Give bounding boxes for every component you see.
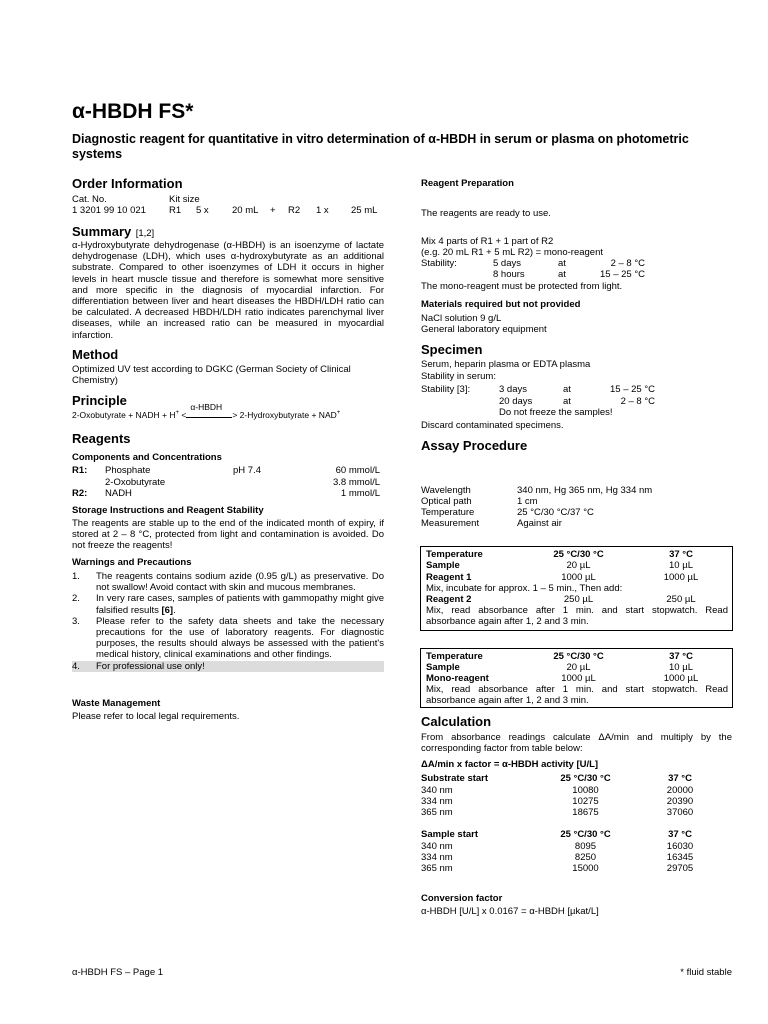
summary-heading-wrap	[72, 223, 154, 241]
warning-end: .	[173, 604, 176, 616]
materials-item: General laboratory equipment	[421, 324, 547, 335]
principle-heading: Principle	[72, 393, 127, 408]
sub-row-label: 365 nm	[421, 807, 453, 818]
t2-header-c2: 37 °C	[669, 651, 693, 662]
spec-temp: 15 – 25 °C	[610, 384, 655, 395]
summary-ref: [1,2]	[135, 228, 155, 239]
materials-item: NaCl solution 9 g/L	[421, 313, 502, 324]
sub-row-c2: 20000	[666, 785, 694, 796]
prep-protect: The mono-reagent must be protected from light.	[421, 281, 623, 292]
spec-duration: 3 days	[499, 384, 527, 395]
param-value: 25 °C/30 °C/37 °C	[517, 507, 594, 518]
principle-left-sup: +	[175, 410, 179, 417]
specimen-discard: Discard contaminated specimens.	[421, 420, 564, 431]
sub-row-label: 340 nm	[421, 785, 453, 796]
storage-heading: Storage Instructions and Reagent Stability	[72, 505, 264, 516]
sub-row-c2: 37060	[666, 807, 694, 818]
principle-right-sup: +	[336, 410, 341, 417]
reagent-name: Phosphate	[105, 465, 151, 476]
warning-text: In very rare cases, samples of patients with gammopathy might give falsified results	[96, 593, 384, 616]
warning-text: Please refer to the safety data sheets and take the necessary precautions for the use of laboratory reagents. For diagnostic purposes, the results should always be assessed with the patient's medical history, clinical examinations and other findings.	[96, 615, 384, 661]
arrow-label: α-HBDH	[190, 402, 223, 412]
samp-header-label: Sample start	[421, 829, 479, 840]
warnings-list	[72, 571, 384, 672]
warnings-heading: Warnings and Precautions	[72, 557, 192, 568]
t1-sample-c2: 10 µL	[669, 560, 693, 571]
stab-duration: 5 days	[493, 258, 521, 269]
reagents-heading: Reagents	[72, 431, 131, 446]
waste-text: Please refer to local legal requirements.	[72, 711, 240, 722]
warning-text: For professional use only!	[96, 660, 205, 672]
t2-mono-label: Mono-reagent	[426, 673, 489, 684]
method-heading: Method	[72, 347, 119, 362]
param-key: Wavelength	[421, 485, 471, 496]
document-subtitle: Diagnostic reagent for quantitative in vitro determination of α-HBDH in serum or plasma on photometric systems	[72, 132, 689, 161]
warning-item	[72, 616, 384, 661]
samp-row-c1: 15000	[572, 863, 599, 874]
materials-heading: Materials required but not provided	[421, 299, 581, 310]
prep-mix1: Mix 4 parts of R1 + 1 part of R2	[421, 236, 554, 247]
warning-number: 3.	[72, 615, 80, 627]
conv-text: α-HBDH [U/L] x 0.0167 = α-HBDH [µkat/L]	[421, 906, 599, 917]
specimen-heading: Specimen	[421, 342, 483, 357]
calc-heading: Calculation	[421, 714, 492, 729]
t2-mono-c2: 1000 µL	[663, 673, 699, 684]
t1-reagent1-c2: 1000 µL	[663, 572, 699, 583]
t1-header-label: Temperature	[426, 549, 483, 560]
prep-mix2: (e.g. 20 mL R1 + 5 mL R2) = mono-reagent	[421, 247, 603, 258]
reagent-conc: 60 mmol/L	[335, 465, 380, 476]
prep-heading: Reagent Preparation	[421, 178, 514, 189]
t2-sample-c1: 20 µL	[566, 662, 591, 673]
t2-header-c1: 25 °C/30 °C	[553, 651, 604, 662]
t1-reagent1-label: Reagent 1	[426, 572, 472, 583]
arrow-right: >	[232, 410, 238, 420]
specimen-line2: Stability in serum:	[421, 371, 496, 382]
sub-row-c1: 10275	[572, 796, 599, 807]
assay-heading: Assay Procedure	[421, 438, 528, 453]
arrow-left: <	[181, 410, 187, 420]
storage-text: The reagents are stable up to the end of the indicated month of expiry, if stored at 2 – 8 °C, protected from light and contamination is avoided. Do not freeze the reagents!	[72, 518, 384, 552]
principle-left: 2-Oxobutyrate + NADH + H	[72, 410, 176, 420]
param-value: 1 cm	[517, 496, 538, 507]
spec-duration: 20 days	[499, 396, 533, 407]
r1-qty: 5 x	[196, 205, 209, 216]
t1-header-c2: 37 °C	[669, 549, 693, 560]
t1-note1: Mix, incubate for approx. 1 – 5 min., Then add:	[426, 583, 623, 594]
warning-number: 4.	[72, 660, 80, 672]
sub-row-c1: 10080	[572, 785, 599, 796]
r1-vol: 20 mL	[232, 205, 259, 216]
warning-text: The reagents contains sodium azide (0.95 g/L) as preservative. Do not swallow! Avoid contact with skin and mucous membranes.	[96, 571, 384, 594]
samp-row-label: 340 nm	[421, 841, 453, 852]
reagent-conc: 3.8 mmol/L	[333, 477, 380, 488]
specimen-stab-label: Stability [3]:	[421, 384, 471, 395]
warning-item	[72, 593, 384, 615]
prep-ready: The reagents are ready to use.	[421, 208, 551, 219]
samp-row-label: 334 nm	[421, 852, 453, 863]
plus-sign: +	[270, 205, 276, 216]
t1-reagent2-label: Reagent 2	[426, 594, 472, 605]
samp-row-label: 365 nm	[421, 863, 453, 874]
t1-reagent2-c1: 250 µL	[563, 594, 594, 605]
components-heading: Components and Concentrations	[72, 452, 222, 463]
t2-sample-label: Sample	[426, 662, 460, 673]
principle-equation	[72, 402, 341, 420]
sub-header-label: Substrate start	[421, 773, 489, 784]
stab-temp: 15 – 25 °C	[600, 269, 645, 280]
spec-at: at	[563, 384, 571, 395]
samp-row-c2: 29705	[666, 863, 694, 874]
document-title: α-HBDH FS*	[72, 100, 194, 123]
r1-label: R1	[169, 205, 182, 216]
principle-right: 2-Hydroxybutyrate + NAD	[239, 410, 337, 420]
t2-mono-c1: 1000 µL	[561, 673, 596, 684]
sub-row-c2: 20390	[666, 796, 694, 807]
stab-at: at	[558, 269, 566, 280]
param-key: Measurement	[421, 518, 480, 529]
sub-row-label: 334 nm	[421, 796, 453, 807]
t1-sample-label: Sample	[426, 560, 460, 571]
kit-label: Kit size	[169, 194, 200, 205]
summary-heading: Summary	[72, 224, 132, 239]
specimen-line1: Serum, heparin plasma or EDTA plasma	[421, 359, 591, 370]
reagent-key-r1: R1:	[72, 465, 88, 476]
warning-ref: [6]	[161, 604, 174, 616]
conv-heading: Conversion factor	[421, 893, 503, 904]
sub-header-c1: 25 °C/30 °C	[560, 773, 611, 784]
assay-table-substrate-start	[420, 546, 733, 631]
reaction-arrow	[186, 402, 232, 418]
warning-item	[72, 661, 384, 672]
spec-at: at	[563, 396, 571, 407]
warning-number: 1.	[72, 571, 80, 582]
assay-table-sample-start	[420, 648, 733, 708]
sub-row-c1: 18675	[572, 807, 599, 818]
footer-page: α-HBDH FS – Page 1	[72, 967, 164, 978]
samp-row-c2: 16030	[666, 841, 694, 852]
reagent-ph: pH 7.4	[233, 465, 261, 476]
t2-sample-c2: 10 µL	[669, 662, 693, 673]
summary-text: α-Hydroxybutyrate dehydrogenase (α-HBDH) is an isoenzyme of lactate dehydrogenase (LDH), which uses α-hydroxybutyrate as an additional substrate. Compared to other isoenzymes of LDH it occurs in higher levels in heart muscle tissue and therefore is somewhat more sensitive and more specific in the diagnosis of myocardial infarction. For differentiation between liver and heart diseases the HBDH/LDH ratio can be calculated. A decreased HBDH/LDH ratio indicates parenchymal liver diseases, while an increased ratio can be measured in myocardial infarction.	[72, 240, 384, 341]
calc-formula: ΔA/min x factor = α-HBDH activity [U/L]	[421, 759, 599, 770]
footer-note: * fluid stable	[680, 967, 732, 978]
prep-stability-label: Stability:	[421, 258, 457, 269]
calc-text: From absorbance readings calculate ΔA/min and multiply by the corresponding factor from table below:	[421, 732, 732, 755]
t1-note2: Mix, read absorbance after 1 min. and start stopwatch. Read absorbance again after 1, 2 and 3 min.	[426, 605, 728, 628]
spec-temp: 2 – 8 °C	[620, 396, 655, 407]
param-value: 340 nm, Hg 365 nm, Hg 334 nm	[517, 485, 653, 496]
sub-header-c2: 37 °C	[668, 773, 692, 784]
spec-nofreeze: Do not freeze the samples!	[499, 407, 613, 418]
samp-row-c1: 8250	[574, 852, 597, 863]
t1-reagent2-c2: 250 µL	[666, 594, 696, 605]
stab-at: at	[558, 258, 566, 269]
t1-sample-c1: 20 µL	[566, 560, 591, 571]
stab-duration: 8 hours	[493, 269, 525, 280]
reagent-name: 2-Oxobutyrate	[105, 477, 166, 488]
samp-row-c1: 8095	[574, 841, 597, 852]
t2-note: Mix, read absorbance after 1 min. and start stopwatch. Read absorbance again after 1, 2 and 3 min.	[426, 684, 728, 707]
t2-header-label: Temperature	[426, 651, 483, 662]
r2-label: R2	[288, 205, 301, 216]
waste-heading: Waste Management	[72, 698, 161, 709]
warning-number: 2.	[72, 593, 80, 605]
r2-qty: 1 x	[316, 205, 329, 216]
order-heading: Order Information	[72, 176, 183, 191]
param-key: Temperature	[421, 507, 475, 518]
t1-header-c1: 25 °C/30 °C	[553, 549, 604, 560]
warning-item	[72, 571, 384, 593]
reagent-name: NADH	[105, 488, 132, 499]
reagent-conc: 1 mmol/L	[340, 488, 380, 499]
method-text: Optimized UV test according to DGKC (German Society of Clinical Chemistry)	[72, 364, 351, 387]
reagent-key-r2: R2:	[72, 488, 88, 499]
r2-vol: 25 mL	[351, 205, 378, 216]
param-key: Optical path	[421, 496, 472, 507]
t1-reagent1-c1: 1000 µL	[561, 572, 596, 583]
samp-row-c2: 16345	[666, 852, 694, 863]
samp-header-c2: 37 °C	[668, 829, 692, 840]
cat-no: 1 3201 99 10 021	[72, 205, 146, 216]
stab-temp: 2 – 8 °C	[610, 258, 645, 269]
samp-header-c1: 25 °C/30 °C	[560, 829, 611, 840]
param-value: Against air	[517, 518, 562, 529]
cat-label: Cat. No.	[72, 194, 107, 205]
